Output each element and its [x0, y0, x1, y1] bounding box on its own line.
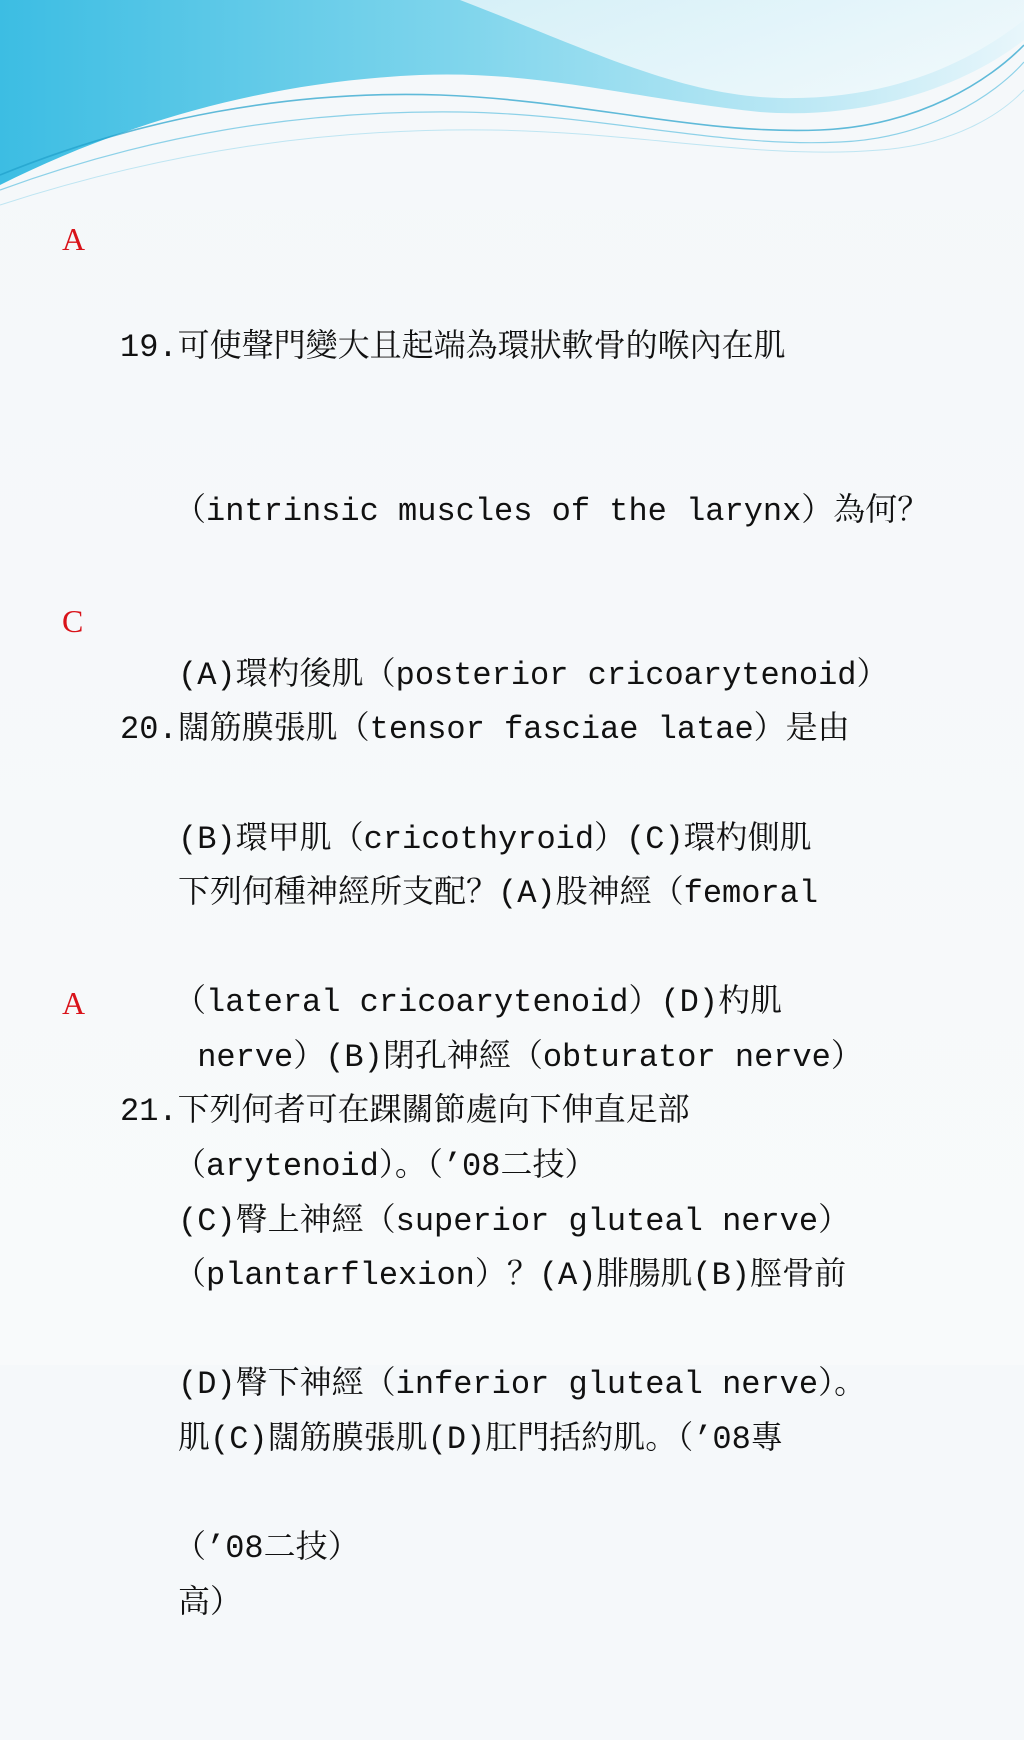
question-line: （intrinsic muscles of the larynx）為何？	[174, 492, 930, 530]
question-line: （’08二技）	[174, 1530, 360, 1568]
question-line: 高）	[178, 1584, 243, 1622]
question-line: (C)臀上神經（superior gluteal nerve）	[178, 1202, 851, 1240]
question-line: 肌(C)闊筋膜張肌(D)肛門括約肌。（’08專	[178, 1420, 783, 1458]
header-wave-decoration	[0, 0, 1024, 210]
question-line: （lateral cricoarytenoid）(D)杓肌	[174, 984, 783, 1022]
question-line: 下列何種神經所支配？(A)股神經（femoral	[178, 874, 819, 912]
question-line: （plantarflexion）？(A)腓腸肌(B)脛骨前	[174, 1256, 847, 1294]
question-line: （arytenoid）。（’08二技）	[174, 1148, 597, 1186]
question-line: (D)臀下神經（inferior gluteal nerve）。	[178, 1366, 867, 1404]
question-line: nerve）(B)閉孔神經（obturator nerve）	[178, 1038, 863, 1076]
question-line: (A)環杓後肌（posterior cricoarytenoid）	[178, 656, 889, 694]
question-line: (B)環甲肌（cricothyroid）(C)環杓側肌	[178, 820, 812, 858]
answer-label: A	[62, 985, 86, 1021]
question-text	[120, 976, 846, 1740]
question-line: 20.闊筋膜張肌（tensor fasciae latae）是由	[120, 711, 850, 749]
answer-label: C	[62, 603, 84, 639]
answer-label: A	[62, 221, 86, 257]
question-line: 21.下列何者可在踝關節處向下伸直足部	[120, 1093, 690, 1131]
question-line: 19.可使聲門變大且起端為環狀軟骨的喉內在肌	[120, 329, 786, 367]
